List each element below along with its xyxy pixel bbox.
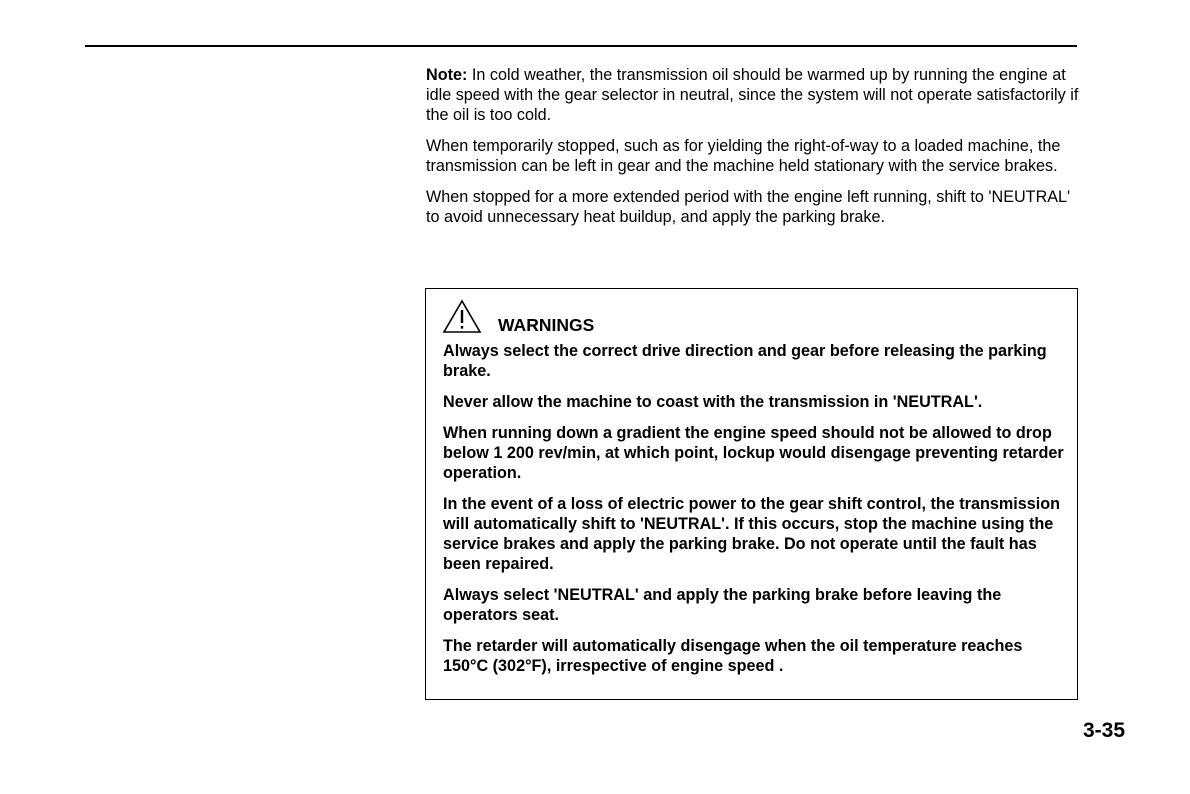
warning-item: In the event of a loss of electric power to the gear shift control, the transmission will automatically shift to 'NEUTRAL'. If this occurs, stop the machine using the service brakes and apply the parking brake. Do not operate until the fault has been repaired.	[443, 495, 1061, 573]
body-paragraph: When stopped for a more extended period with the engine left running, shift to 'NEUTRAL' to avoid unnecessary heat buildup, and apply the parking brake.	[426, 188, 1071, 226]
note-paragraph	[426, 65, 1081, 125]
body-text	[426, 65, 1081, 238]
warnings-list	[443, 341, 1068, 687]
warning-item: Never allow the machine to coast with the transmission in 'NEUTRAL'.	[443, 393, 983, 411]
body-paragraph: When temporarily stopped, such as for yielding the right-of-way to a loaded machine, the transmission can be left in gear and the machine held stationary with the service brakes.	[426, 137, 1061, 175]
warnings-title: WARNINGS	[498, 315, 595, 335]
warning-triangle-icon	[442, 299, 482, 335]
note-text: In cold weather, the transmission oil should be warmed up by running the engine at idle speed with the gear selector in neutral, since the system will not operate satisfactorily if the oil is too cold.	[426, 66, 1079, 124]
header-rule	[85, 45, 1077, 47]
warnings-header	[442, 297, 594, 335]
page-number: 3-35	[1083, 719, 1126, 742]
note-label: Note:	[426, 66, 468, 84]
warning-item: The retarder will automatically disengage when the oil temperature reaches 150°C (302°F), irrespective of engine speed .	[443, 637, 1023, 675]
warning-item: When running down a gradient the engine speed should not be allowed to drop below 1 200 rev/min, at which point, lockup would disengage preventing retarder operation.	[443, 424, 1064, 482]
warning-item: Always select 'NEUTRAL' and apply the parking brake before leaving the operators seat.	[443, 586, 1002, 624]
warning-item: Always select the correct drive direction and gear before releasing the parking brake.	[443, 342, 1047, 380]
warnings-box	[425, 288, 1078, 700]
